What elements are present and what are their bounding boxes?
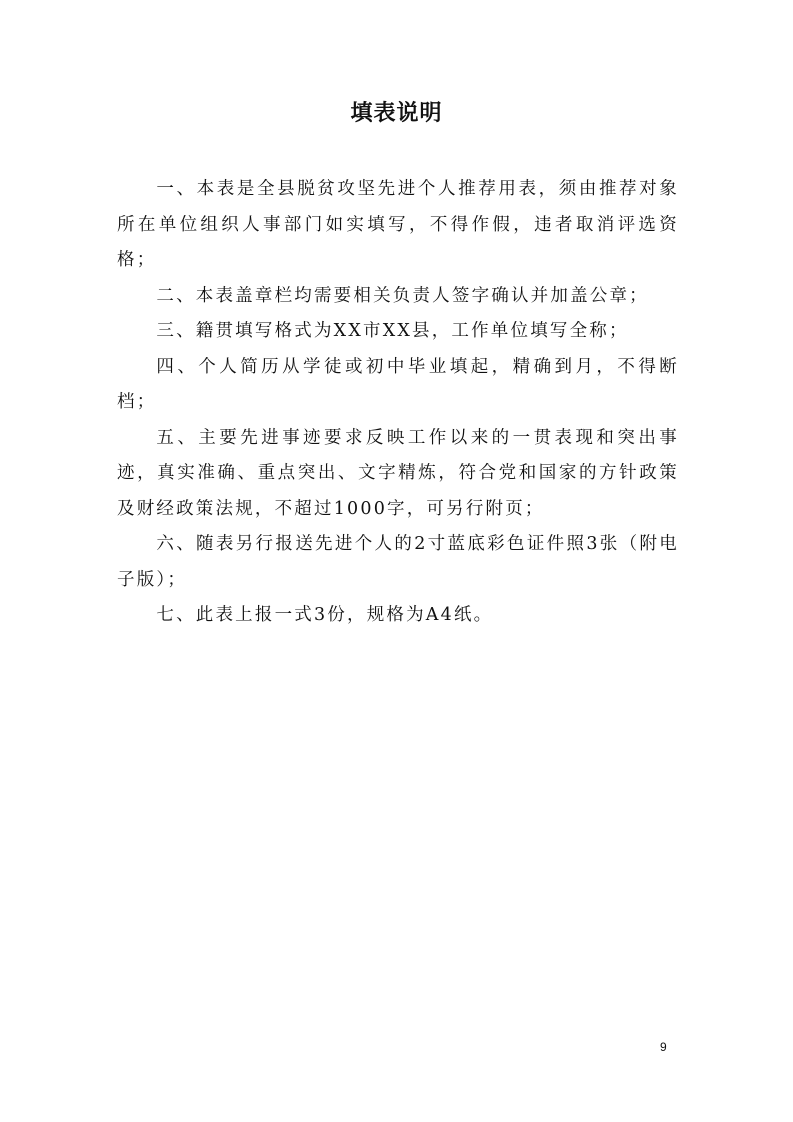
page-number: 9 — [660, 1040, 667, 1054]
instruction-paragraph-6: 六、随表另行报送先进个人的2寸蓝底彩色证件照3张（附电子版）； — [117, 534, 679, 590]
instruction-paragraph-1: 一、本表是全县脱贫攻坚先进个人推荐用表，须由推荐对象所在单位组织人事部门如实填写，不得作假，违者取消评选资格； — [117, 179, 679, 270]
instruction-paragraph-5: 五、主要先进事迹要求反映工作以来的一贯表现和突出事迹，真实准确、重点突出、文字精炼，符合党和国家的方针政策及财经政策法规，不超过1000字，可另行附页； — [117, 427, 679, 519]
instruction-paragraph-4: 四、个人简历从学徒或初中毕业填起，精确到月，不得断档； — [117, 356, 679, 412]
instructions-body — [117, 172, 679, 634]
page-title: 填表说明 — [350, 101, 443, 126]
instruction-paragraph-7: 七、此表上报一式3份，规格为A4纸。 — [156, 605, 494, 625]
instruction-paragraph-3: 三、籍贯填写格式为XX市XX县，工作单位填写全称； — [156, 321, 629, 341]
instruction-paragraph-2: 二、本表盖章栏均需要相关负责人签字确认并加盖公章； — [156, 285, 649, 306]
